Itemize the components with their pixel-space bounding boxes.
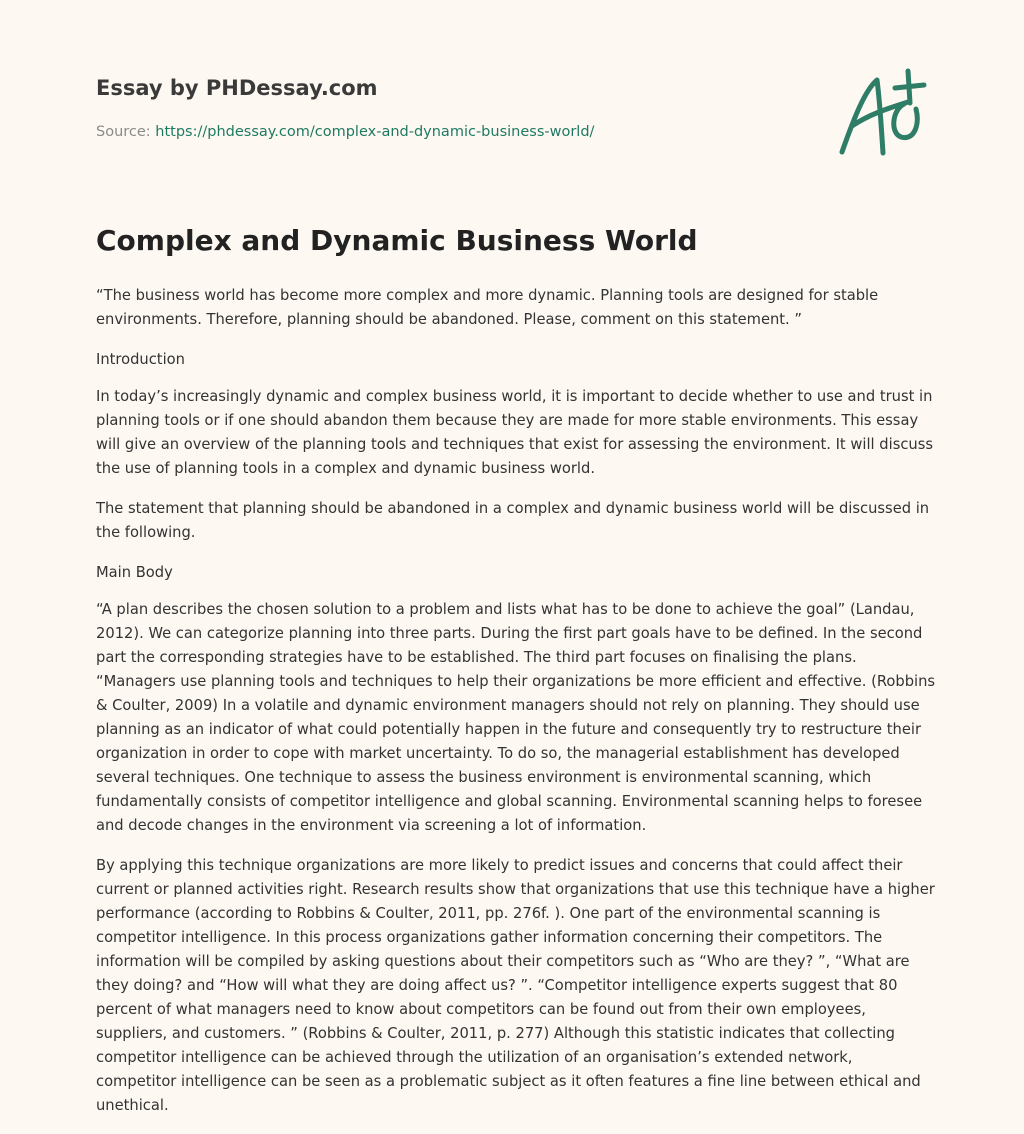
section-heading-main-body: Main Body [96, 564, 173, 581]
site-name: Essay by PHDessay.com [96, 76, 378, 100]
main-body-paragraph-1: “A plan describes the chosen solution to a problem and lists what has to be done to achieve the goal” (Landau, 2012). We can categorize planning into three parts. During the first part goals have to be defined. In the second part the corresponding strategies have to be established. The third part focuses on finalising the plans. “Managers use planning tools and techniques to help their organizations be more efficient and effective. (Robbins & Coulter, 2009) In a volatile and dynamic environment managers should not rely on planning. They should use planning as an indicator of what could potentially happen in the future and consequently try to restructure their organization in order to cope with market uncertainty. To do so, the managerial establishment has developed several techniques. One technique to assess the business environment is environmental scanning, which fundamentally consists of competitor intelligence and global scanning. Environmental scanning helps to foresee and decode changes in the environment via screening a lot of information. [96, 601, 936, 834]
a-plus-logo-icon [832, 68, 928, 164]
source-link[interactable]: https://phdessay.com/complex-and-dynamic-business-world/ [155, 124, 595, 140]
source-line [96, 124, 594, 140]
page-title: Complex and Dynamic Business World [96, 224, 698, 257]
essay-prompt: “The business world has become more complex and more dynamic. Planning tools are designed for stable environments. Therefore, planning should be abandoned. Please, comment on this statement. ” [96, 287, 879, 328]
page-header [96, 0, 928, 200]
essay-body [96, 284, 936, 1134]
statement-paragraph: The statement that planning should be abandoned in a complex and dynamic business world will be discussed in the following. [96, 500, 930, 541]
source-label: Source: [96, 124, 151, 140]
section-heading-introduction: Introduction [96, 351, 185, 368]
introduction-paragraph: In today’s increasingly dynamic and complex business world, it is important to decide whether to use and trust in planning tools or if one should abandon them because they are made for more stable environments. This essay will give an overview of the planning tools and techniques that exist for assessing the environment. It will discuss the use of planning tools in a complex and dynamic business world. [96, 388, 934, 477]
main-body-paragraph-2: By applying this technique organizations are more likely to predict issues and concerns that could affect their current or planned activities right. Research results show that organizations that use this technique have a higher performance (according to Robbins & Coulter, 2011, pp. 276f. ). One part of the environmental scanning is competitor intelligence. In this process organizations gather information concerning their competitors. The information will be compiled by asking questions about their competitors such as “Who are they? ”, “What are they doing? and “How will what they are doing affect us? ”. “Competitor intelligence experts suggest that 80 percent of what managers need to know about competitors can be found out from their own employees, suppliers, and customers. ” (Robbins & Coulter, 2011, p. 277) Although this statistic indicates that collecting competitor intelligence can be achieved through the utilization of an organisation’s extended network, competitor intelligence can be seen as a problematic subject as it often features a fine line between ethical and unethical. [96, 857, 935, 1114]
